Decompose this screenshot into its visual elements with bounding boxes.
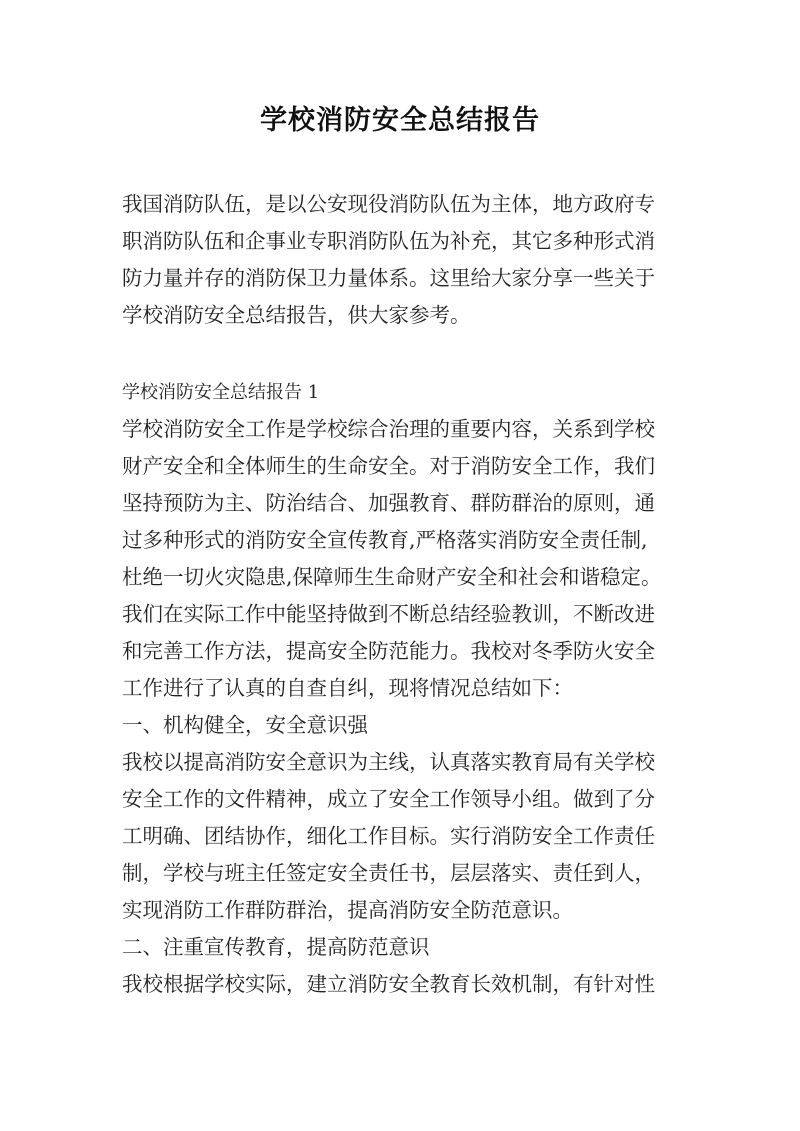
intro-line: 职消防队伍和企事业专职消防队伍为补充，其它多种形式消 — [122, 229, 655, 253]
body-line: 工作进行了认真的自查自纠，现将情况总结如下： — [122, 676, 573, 700]
body-line: 实现消防工作群防群治，提高消防安全防范意识。 — [122, 898, 573, 922]
intro-line: 学校消防安全总结报告，供大家参考。 — [122, 303, 471, 327]
body-line: 和完善工作方法，提高安全防范能力。我校对冬季防火安全 — [122, 639, 655, 663]
intro-paragraph — [122, 186, 692, 334]
body-line: 财产安全和全体师生的生命安全。对于消防安全工作，我们 — [122, 454, 655, 478]
body-line: 学校消防安全工作是学校综合治理的重要内容，关系到学校 — [122, 417, 655, 441]
body-line: 制，学校与班主任签定安全责任书，层层落实、责任到人， — [122, 861, 655, 885]
body-line: 工明确、团结协作，细化工作目标。实行消防安全工作责任 — [122, 824, 655, 848]
body-line: 我校根据学校实际，建立消防安全教育长效机制，有针对性 — [122, 972, 655, 996]
body-line: 安全工作的文件精神，成立了安全工作领导小组。做到了分 — [122, 787, 655, 811]
subheading-line: 二、注重宣传教育，提高防范意识 — [122, 935, 430, 959]
body-line: 我校以提高消防安全意识为主线，认真落实教育局有关学校 — [122, 750, 655, 774]
subheading-line: 一、机构健全，安全意识强 — [122, 713, 368, 737]
intro-line: 防力量并存的消防保卫力量体系。这里给大家分享一些关于 — [122, 266, 655, 290]
report-section — [122, 374, 692, 1003]
document-title: 学校消防安全总结报告 — [260, 105, 540, 136]
body-line: 过多种形式的消防安全宣传教育,严格落实消防安全责任制, — [122, 528, 648, 552]
body-line: 杜绝一切火灾隐患,保障师生生命财产安全和社会和谐稳定。 — [122, 565, 662, 589]
intro-line: 我国消防队伍，是以公安现役消防队伍为主体，地方政府专 — [122, 192, 655, 216]
body-line: 我们在实际工作中能坚持做到不断总结经验教训，不断改进 — [122, 602, 655, 626]
section-heading: 学校消防安全总结报告 1 — [122, 382, 320, 403]
body-line: 坚持预防为主、防治结合、加强教育、群防群治的原则，通 — [122, 491, 655, 515]
